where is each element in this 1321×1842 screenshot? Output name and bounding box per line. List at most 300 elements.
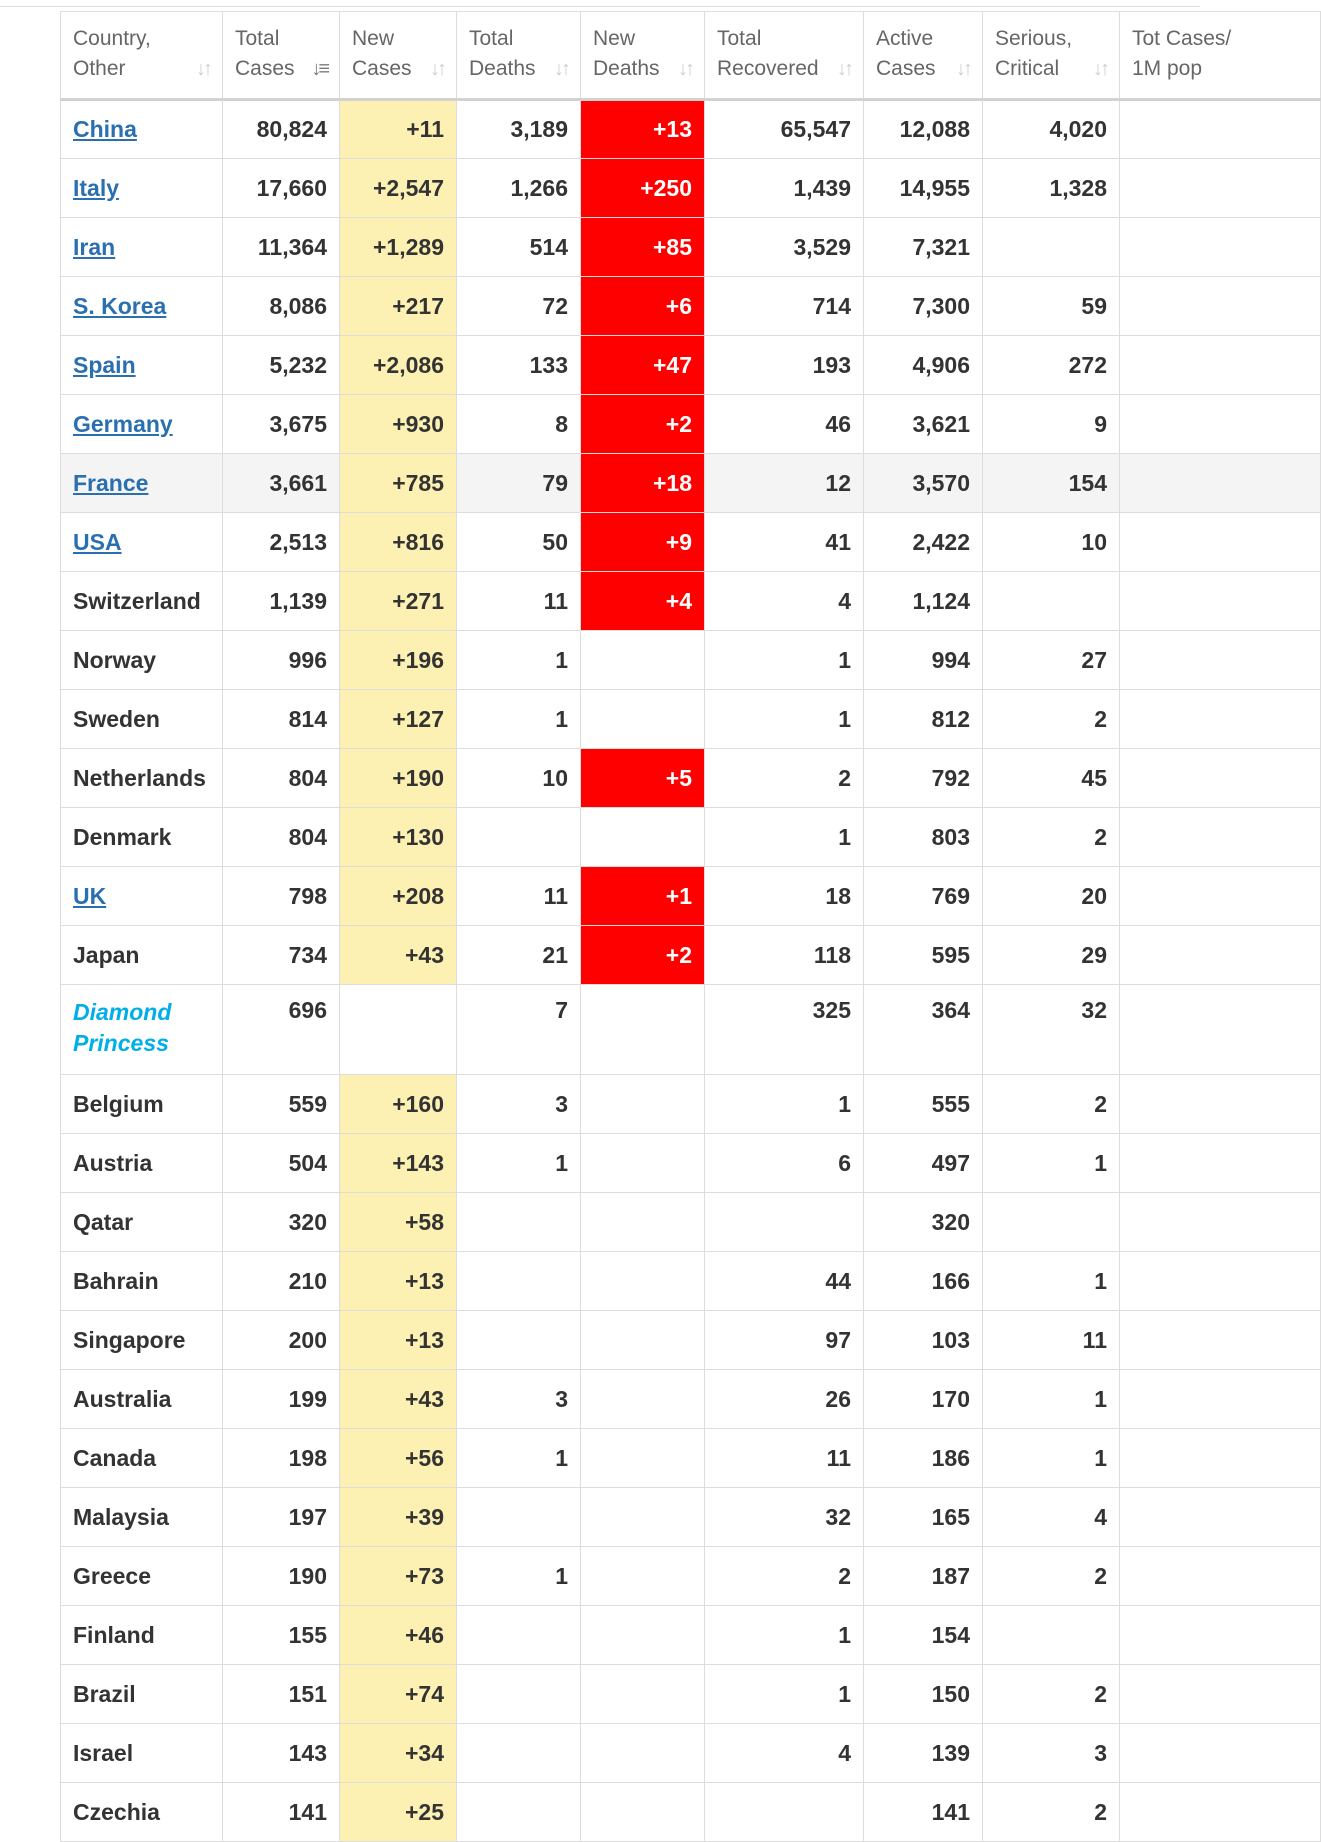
total-recovered-cell: 6 xyxy=(705,1134,864,1193)
active-cases-cell: 3,570 xyxy=(864,454,983,513)
header-label-line1: Serious, xyxy=(995,27,1073,50)
serious-critical-cell xyxy=(983,1193,1120,1252)
country-cell[interactable] xyxy=(61,454,223,513)
total-recovered-cell: 12 xyxy=(705,454,864,513)
tot-cases-per-1m-cell xyxy=(1120,1311,1321,1370)
serious-critical-cell: 2 xyxy=(983,1075,1120,1134)
tot-cases-per-1m-cell xyxy=(1120,218,1321,277)
tot-cases-per-1m-cell xyxy=(1120,159,1321,218)
new-cases-cell: +43 xyxy=(340,1370,457,1429)
total-deaths-cell: 1 xyxy=(457,1134,581,1193)
serious-critical-cell: 11 xyxy=(983,1311,1120,1370)
total-deaths-cell: 79 xyxy=(457,454,581,513)
total-deaths-cell xyxy=(457,1252,581,1311)
sort-icon[interactable]: ↓≡ xyxy=(311,58,327,80)
table-row xyxy=(61,631,1321,690)
country-cell xyxy=(61,1311,223,1370)
country-cell[interactable] xyxy=(61,100,223,159)
country-link[interactable]: Germany xyxy=(73,410,173,437)
active-cases-cell: 769 xyxy=(864,867,983,926)
table-row xyxy=(61,985,1321,1075)
country-name: Diamond Princess xyxy=(73,999,172,1056)
country-cell xyxy=(61,808,223,867)
header-label-line2: Recovered xyxy=(717,57,819,80)
active-cases-cell: 170 xyxy=(864,1370,983,1429)
new-deaths-cell xyxy=(581,1134,705,1193)
tot-cases-per-1m-cell xyxy=(1120,631,1321,690)
total-cases-cell: 151 xyxy=(223,1665,340,1724)
table-row xyxy=(61,336,1321,395)
table-row xyxy=(61,808,1321,867)
new-cases-cell: +39 xyxy=(340,1488,457,1547)
new-deaths-cell: +13 xyxy=(581,100,705,159)
total-recovered-cell: 32 xyxy=(705,1488,864,1547)
country-cell[interactable] xyxy=(61,277,223,336)
cases-table xyxy=(60,11,1321,1842)
new-cases-cell: +930 xyxy=(340,395,457,454)
new-cases-cell: +127 xyxy=(340,690,457,749)
total-cases-cell: 3,675 xyxy=(223,395,340,454)
header-label-line1: Total xyxy=(469,27,514,50)
total-cases-cell: 696 xyxy=(223,985,340,1075)
sort-icon[interactable]: ↓↑ xyxy=(956,58,970,80)
active-cases-cell: 12,088 xyxy=(864,100,983,159)
total-cases-cell: 210 xyxy=(223,1252,340,1311)
new-deaths-cell xyxy=(581,1724,705,1783)
new-deaths-cell xyxy=(581,1783,705,1842)
total-cases-cell: 80,824 xyxy=(223,100,340,159)
country-cell xyxy=(61,1075,223,1134)
active-cases-cell: 994 xyxy=(864,631,983,690)
serious-critical-cell: 2 xyxy=(983,1665,1120,1724)
total-recovered-cell: 26 xyxy=(705,1370,864,1429)
new-cases-cell: +208 xyxy=(340,867,457,926)
table-row xyxy=(61,1370,1321,1429)
header-label-line2: Cases xyxy=(876,57,936,80)
total-recovered-cell xyxy=(705,1193,864,1252)
total-recovered-cell: 118 xyxy=(705,926,864,985)
sort-icon[interactable]: ↓↑ xyxy=(430,58,444,80)
total-recovered-cell: 97 xyxy=(705,1311,864,1370)
tot-cases-per-1m-cell xyxy=(1120,513,1321,572)
total-recovered-cell: 714 xyxy=(705,277,864,336)
tot-cases-per-1m-cell xyxy=(1120,1783,1321,1842)
header-label-line1: Active xyxy=(876,27,934,50)
total-deaths-cell xyxy=(457,1783,581,1842)
country-link[interactable]: China xyxy=(73,116,137,142)
header-label-line2: Cases xyxy=(352,57,412,80)
serious-critical-cell xyxy=(983,572,1120,631)
new-deaths-cell xyxy=(581,1547,705,1606)
active-cases-cell: 3,621 xyxy=(864,395,983,454)
active-cases-cell: 320 xyxy=(864,1193,983,1252)
table-row xyxy=(61,1488,1321,1547)
total-deaths-cell: 11 xyxy=(457,867,581,926)
new-cases-cell: +130 xyxy=(340,808,457,867)
total-deaths-cell: 1 xyxy=(457,690,581,749)
total-cases-cell: 804 xyxy=(223,808,340,867)
total-recovered-cell: 1 xyxy=(705,690,864,749)
active-cases-cell: 1,124 xyxy=(864,572,983,631)
total-cases-cell: 3,661 xyxy=(223,454,340,513)
total-cases-cell: 504 xyxy=(223,1134,340,1193)
active-cases-cell: 555 xyxy=(864,1075,983,1134)
total-cases-cell: 17,660 xyxy=(223,159,340,218)
sort-icon[interactable]: ↓↑ xyxy=(1093,58,1107,80)
total-deaths-cell xyxy=(457,808,581,867)
active-cases-cell: 595 xyxy=(864,926,983,985)
active-cases-cell: 364 xyxy=(864,985,983,1075)
serious-critical-cell: 45 xyxy=(983,749,1120,808)
table-row xyxy=(61,1783,1321,1842)
country-cell[interactable] xyxy=(61,218,223,277)
active-cases-cell: 186 xyxy=(864,1429,983,1488)
tot-cases-per-1m-cell xyxy=(1120,1075,1321,1134)
new-deaths-cell: +1 xyxy=(581,867,705,926)
new-cases-cell: +160 xyxy=(340,1075,457,1134)
total-recovered-cell: 46 xyxy=(705,395,864,454)
tot-cases-per-1m-cell xyxy=(1120,749,1321,808)
country-name: Austria xyxy=(73,1149,153,1176)
header-serious-critical[interactable] xyxy=(983,12,1120,100)
tot-cases-per-1m-cell xyxy=(1120,395,1321,454)
total-recovered-cell: 44 xyxy=(705,1252,864,1311)
country-cell xyxy=(61,1724,223,1783)
country-name: Israel xyxy=(73,1739,134,1766)
country-cell xyxy=(61,749,223,808)
tot-cases-per-1m-cell xyxy=(1120,277,1321,336)
new-deaths-cell xyxy=(581,985,705,1075)
country-name: Switzerland xyxy=(73,587,201,614)
total-recovered-cell: 325 xyxy=(705,985,864,1075)
total-deaths-cell xyxy=(457,1665,581,1724)
new-cases-cell: +143 xyxy=(340,1134,457,1193)
country-cell xyxy=(61,1783,223,1842)
table-row xyxy=(61,395,1321,454)
serious-critical-cell: 4,020 xyxy=(983,100,1120,159)
new-deaths-cell: +18 xyxy=(581,454,705,513)
table-body xyxy=(61,100,1321,1842)
active-cases-cell: 14,955 xyxy=(864,159,983,218)
sort-icon[interactable]: ↓↑ xyxy=(554,58,568,80)
active-cases-cell: 803 xyxy=(864,808,983,867)
header-label-line1: Total xyxy=(235,27,280,50)
country-cell[interactable] xyxy=(61,867,223,926)
tot-cases-per-1m-cell xyxy=(1120,1370,1321,1429)
country-cell[interactable] xyxy=(61,513,223,572)
country-name: Czechia xyxy=(73,1798,160,1825)
total-deaths-cell xyxy=(457,1488,581,1547)
country-cell xyxy=(61,1488,223,1547)
country-name: Japan xyxy=(73,941,140,968)
sort-icon[interactable]: ↓↑ xyxy=(837,58,851,80)
active-cases-cell: 154 xyxy=(864,1606,983,1665)
country-cell xyxy=(61,1606,223,1665)
country-link[interactable]: France xyxy=(73,469,149,496)
table-row xyxy=(61,1606,1321,1665)
total-deaths-cell xyxy=(457,1724,581,1783)
total-recovered-cell: 4 xyxy=(705,572,864,631)
new-cases-cell: +2,086 xyxy=(340,336,457,395)
total-deaths-cell: 514 xyxy=(457,218,581,277)
total-recovered-cell: 4 xyxy=(705,1724,864,1783)
table-row xyxy=(61,690,1321,749)
total-recovered-cell: 193 xyxy=(705,336,864,395)
country-cell xyxy=(61,985,223,1075)
table-row xyxy=(61,159,1321,218)
header-total-cases[interactable] xyxy=(223,12,340,100)
tot-cases-per-1m-cell xyxy=(1120,690,1321,749)
total-cases-cell: 2,513 xyxy=(223,513,340,572)
country-cell xyxy=(61,572,223,631)
country-cell xyxy=(61,926,223,985)
country-link[interactable]: S. Korea xyxy=(73,292,167,319)
new-deaths-cell xyxy=(581,690,705,749)
new-deaths-cell: +85 xyxy=(581,218,705,277)
active-cases-cell: 103 xyxy=(864,1311,983,1370)
active-cases-cell: 792 xyxy=(864,749,983,808)
country-link[interactable]: Italy xyxy=(73,174,120,201)
total-recovered-cell: 18 xyxy=(705,867,864,926)
new-cases-cell: +196 xyxy=(340,631,457,690)
table-row xyxy=(61,572,1321,631)
total-deaths-cell: 1,266 xyxy=(457,159,581,218)
serious-critical-cell: 27 xyxy=(983,631,1120,690)
new-deaths-cell xyxy=(581,1488,705,1547)
new-deaths-cell xyxy=(581,1252,705,1311)
total-cases-cell: 199 xyxy=(223,1370,340,1429)
new-cases-cell: +25 xyxy=(340,1783,457,1842)
total-cases-cell: 155 xyxy=(223,1606,340,1665)
total-deaths-cell xyxy=(457,1311,581,1370)
new-deaths-cell xyxy=(581,1193,705,1252)
country-name: Netherlands xyxy=(73,764,206,791)
total-cases-cell: 996 xyxy=(223,631,340,690)
tot-cases-per-1m-cell xyxy=(1120,572,1321,631)
header-new-cases[interactable] xyxy=(340,12,457,100)
new-deaths-cell xyxy=(581,1606,705,1665)
header-new-deaths[interactable] xyxy=(581,12,705,100)
serious-critical-cell: 4 xyxy=(983,1488,1120,1547)
serious-critical-cell: 272 xyxy=(983,336,1120,395)
new-cases-cell: +73 xyxy=(340,1547,457,1606)
table-row xyxy=(61,1311,1321,1370)
total-cases-cell: 559 xyxy=(223,1075,340,1134)
new-deaths-cell: +2 xyxy=(581,395,705,454)
total-cases-cell: 197 xyxy=(223,1488,340,1547)
table-row xyxy=(61,1547,1321,1606)
serious-critical-cell: 1 xyxy=(983,1252,1120,1311)
total-recovered-cell: 1 xyxy=(705,808,864,867)
total-cases-cell: 814 xyxy=(223,690,340,749)
total-recovered-cell: 1 xyxy=(705,631,864,690)
total-recovered-cell: 2 xyxy=(705,1547,864,1606)
header-label-line2: Other xyxy=(73,57,126,80)
tot-cases-per-1m-cell xyxy=(1120,1665,1321,1724)
tot-cases-per-1m-cell xyxy=(1120,867,1321,926)
serious-critical-cell: 1 xyxy=(983,1370,1120,1429)
country-link[interactable]: Iran xyxy=(73,233,116,260)
total-cases-cell: 1,139 xyxy=(223,572,340,631)
total-deaths-cell: 3 xyxy=(457,1075,581,1134)
new-deaths-cell: +9 xyxy=(581,513,705,572)
serious-critical-cell: 2 xyxy=(983,1547,1120,1606)
header-label-line2: Deaths xyxy=(469,57,536,80)
active-cases-cell: 4,906 xyxy=(864,336,983,395)
country-cell xyxy=(61,1193,223,1252)
total-recovered-cell: 1,439 xyxy=(705,159,864,218)
serious-critical-cell: 1 xyxy=(983,1429,1120,1488)
total-deaths-cell: 1 xyxy=(457,1547,581,1606)
serious-critical-cell: 2 xyxy=(983,690,1120,749)
header-label-line1: New xyxy=(593,27,636,50)
total-cases-cell: 143 xyxy=(223,1724,340,1783)
tot-cases-per-1m-cell xyxy=(1120,1429,1321,1488)
header-country[interactable] xyxy=(61,12,223,100)
country-link[interactable]: UK xyxy=(73,882,107,909)
total-cases-cell: 804 xyxy=(223,749,340,808)
active-cases-cell: 166 xyxy=(864,1252,983,1311)
country-cell xyxy=(61,631,223,690)
country-name: Sweden xyxy=(73,705,160,732)
tot-cases-per-1m-cell xyxy=(1120,1724,1321,1783)
total-cases-cell: 5,232 xyxy=(223,336,340,395)
header-label-line2: Critical xyxy=(995,57,1060,80)
total-cases-cell: 141 xyxy=(223,1783,340,1842)
country-cell[interactable] xyxy=(61,336,223,395)
country-cell[interactable] xyxy=(61,395,223,454)
header-tot-cases-per-1m[interactable] xyxy=(1120,12,1321,100)
sort-icon[interactable]: ↓↑ xyxy=(196,58,210,80)
new-cases-cell: +217 xyxy=(340,277,457,336)
header-label-line2: Deaths xyxy=(593,57,660,80)
country-cell xyxy=(61,1134,223,1193)
table-row xyxy=(61,277,1321,336)
tot-cases-per-1m-cell xyxy=(1120,1193,1321,1252)
total-recovered-cell: 3,529 xyxy=(705,218,864,277)
active-cases-cell: 150 xyxy=(864,1665,983,1724)
total-recovered-cell: 2 xyxy=(705,749,864,808)
country-cell xyxy=(61,1547,223,1606)
total-deaths-cell: 8 xyxy=(457,395,581,454)
total-recovered-cell: 1 xyxy=(705,1075,864,1134)
header-label-line2: 1M pop xyxy=(1132,57,1203,80)
new-cases-cell: +34 xyxy=(340,1724,457,1783)
new-deaths-cell: +5 xyxy=(581,749,705,808)
country-name: Bahrain xyxy=(73,1267,159,1294)
table-row xyxy=(61,1075,1321,1134)
total-deaths-cell: 1 xyxy=(457,631,581,690)
sort-icon[interactable]: ↓↑ xyxy=(678,58,692,80)
total-deaths-cell: 1 xyxy=(457,1429,581,1488)
tot-cases-per-1m-cell xyxy=(1120,1606,1321,1665)
serious-critical-cell: 1 xyxy=(983,1134,1120,1193)
header-label-line1: New xyxy=(352,27,395,50)
total-deaths-cell: 10 xyxy=(457,749,581,808)
new-cases-cell: +46 xyxy=(340,1606,457,1665)
country-cell xyxy=(61,690,223,749)
active-cases-cell: 7,321 xyxy=(864,218,983,277)
total-deaths-cell xyxy=(457,1606,581,1665)
total-cases-cell: 190 xyxy=(223,1547,340,1606)
serious-critical-cell: 2 xyxy=(983,808,1120,867)
header-total-recovered[interactable] xyxy=(705,12,864,100)
table-row xyxy=(61,454,1321,513)
serious-critical-cell: 9 xyxy=(983,395,1120,454)
serious-critical-cell: 3 xyxy=(983,1724,1120,1783)
header-label-line1: Country, xyxy=(73,27,151,50)
serious-critical-cell: 154 xyxy=(983,454,1120,513)
new-deaths-cell xyxy=(581,1075,705,1134)
table-row xyxy=(61,749,1321,808)
header-active-cases[interactable] xyxy=(864,12,983,100)
country-name: Belgium xyxy=(73,1090,164,1117)
new-cases-cell: +816 xyxy=(340,513,457,572)
table-row xyxy=(61,1134,1321,1193)
tot-cases-per-1m-cell xyxy=(1120,1134,1321,1193)
country-name: Singapore xyxy=(73,1326,186,1353)
tot-cases-per-1m-cell xyxy=(1120,336,1321,395)
total-cases-cell: 320 xyxy=(223,1193,340,1252)
header-row xyxy=(61,12,1321,100)
table-row xyxy=(61,1252,1321,1311)
tot-cases-per-1m-cell xyxy=(1120,1252,1321,1311)
new-cases-cell: +785 xyxy=(340,454,457,513)
serious-critical-cell: 1,328 xyxy=(983,159,1120,218)
country-cell[interactable] xyxy=(61,159,223,218)
header-label-line1: Total xyxy=(717,27,762,50)
total-deaths-cell: 11 xyxy=(457,572,581,631)
active-cases-cell: 187 xyxy=(864,1547,983,1606)
table-row xyxy=(61,1724,1321,1783)
active-cases-cell: 165 xyxy=(864,1488,983,1547)
country-name: Denmark xyxy=(73,823,172,850)
new-cases-cell: +56 xyxy=(340,1429,457,1488)
country-name: Norway xyxy=(73,646,157,673)
new-cases-cell: +271 xyxy=(340,572,457,631)
new-deaths-cell xyxy=(581,1429,705,1488)
table-row xyxy=(61,513,1321,572)
country-cell xyxy=(61,1370,223,1429)
table-row xyxy=(61,867,1321,926)
country-name: Brazil xyxy=(73,1680,136,1707)
country-cell xyxy=(61,1252,223,1311)
country-link[interactable]: USA xyxy=(73,528,122,555)
tot-cases-per-1m-cell xyxy=(1120,808,1321,867)
country-cell xyxy=(61,1429,223,1488)
active-cases-cell: 7,300 xyxy=(864,277,983,336)
table-row xyxy=(61,218,1321,277)
country-name: Canada xyxy=(73,1444,157,1471)
total-cases-cell: 200 xyxy=(223,1311,340,1370)
total-recovered-cell: 1 xyxy=(705,1606,864,1665)
serious-critical-cell: 32 xyxy=(983,985,1120,1075)
total-cases-cell: 11,364 xyxy=(223,218,340,277)
header-label-line1: Tot Cases/ xyxy=(1132,27,1232,50)
new-cases-cell: +13 xyxy=(340,1252,457,1311)
total-recovered-cell: 1 xyxy=(705,1665,864,1724)
country-name: Finland xyxy=(73,1621,155,1648)
header-label-line2: Cases xyxy=(235,57,295,80)
serious-critical-cell xyxy=(983,218,1120,277)
country-cell xyxy=(61,1665,223,1724)
country-link[interactable]: Spain xyxy=(73,351,136,378)
country-name: Australia xyxy=(73,1385,172,1412)
total-deaths-cell: 21 xyxy=(457,926,581,985)
new-cases-cell: +1,289 xyxy=(340,218,457,277)
header-total-deaths[interactable] xyxy=(457,12,581,100)
new-cases-cell xyxy=(340,985,457,1075)
